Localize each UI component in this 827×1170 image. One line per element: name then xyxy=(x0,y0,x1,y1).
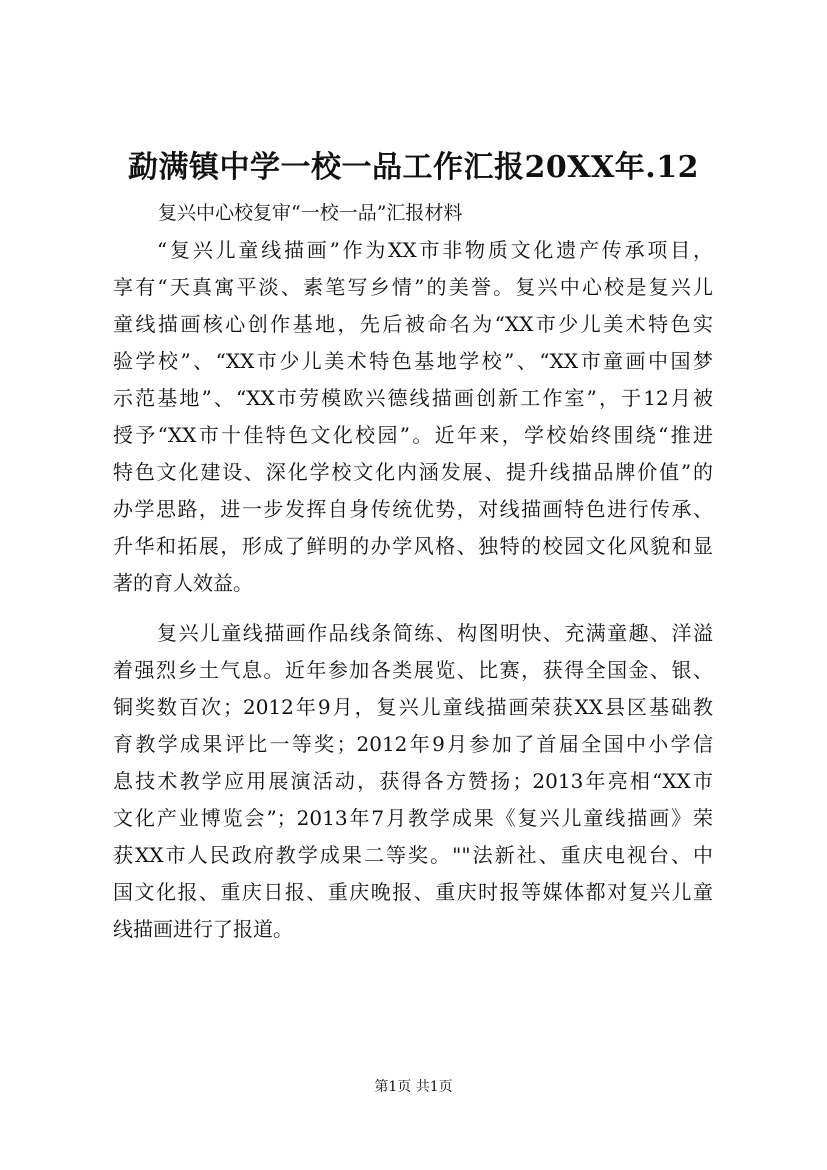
paragraph-line: 着强烈乡土气息。近年参加各类展览、比赛，获得全国金、银、 xyxy=(113,658,713,682)
paragraph-line: “复兴儿童线描画”作为XX市非物质文化遗产传承项目， xyxy=(157,238,713,262)
paragraph-line: 授予“XX市十佳特色文化校园”。近年来，学校始终围绕“推进 xyxy=(113,423,713,447)
document-body xyxy=(113,232,713,961)
paragraph-line: 享有“天真寓平淡、素笔写乡情”的美誉。复兴中心校是复兴儿 xyxy=(113,275,713,299)
paragraph-line: 验学校”、“XX市少儿美术特色基地学校”、“XX市童画中国梦 xyxy=(113,349,713,373)
paragraph-line: 文化产业博览会”；2013年7月教学成果《复兴儿童线描画》荣 xyxy=(113,806,713,830)
paragraph-line: 升华和拓展，形成了鲜明的办学风格、独特的校园文化风貌和显 xyxy=(113,534,713,558)
paragraph-line: 示范基地”、“XX市劳模欧兴德线描画创新工作室”，于12月被 xyxy=(113,386,713,410)
paragraph-line: 获XX市人民政府教学成果二等奖。""法新社、重庆电视台、中 xyxy=(113,843,713,867)
paragraph-line: 铜奖数百次；2012年9月，复兴儿童线描画荣获XX县区基础教 xyxy=(113,695,713,719)
paragraph-2 xyxy=(113,615,713,948)
paragraph-line: 办学思路，进一步发挥自身传统优势，对线描画特色进行传承、 xyxy=(113,497,713,521)
paragraph-line: 线描画进行了报道。 xyxy=(113,917,293,941)
document-title: 勐满镇中学一校一品工作汇报20XX年.12 xyxy=(128,150,699,185)
paragraph-line: 育教学成果评比一等奖；2012年9月参加了首届全国中小学信 xyxy=(113,732,713,756)
paragraph-line: 国文化报、重庆日报、重庆晚报、重庆时报等媒体都对复兴儿童 xyxy=(113,880,713,904)
paragraph-line: 复兴儿童线描画作品线条简练、构图明快、充满童趣、洋溢 xyxy=(157,621,713,645)
document-subtitle: 复兴中心校复审“一校一品”汇报材料 xyxy=(158,202,463,224)
page-footer: 第1页 共1页 xyxy=(374,1079,453,1095)
paragraph-line: 童线描画核心创作基地，先后被命名为“XX市少儿美术特色实 xyxy=(113,312,713,336)
paragraph-1 xyxy=(113,232,713,602)
paragraph-line: 著的育人效益。 xyxy=(113,571,253,595)
paragraph-line: 特色文化建设、深化学校文化内涵发展、提升线描品牌价值”的 xyxy=(113,460,713,484)
paragraph-line: 息技术教学应用展演活动，获得各方赞扬；2013年亮相“XX市 xyxy=(113,769,713,793)
